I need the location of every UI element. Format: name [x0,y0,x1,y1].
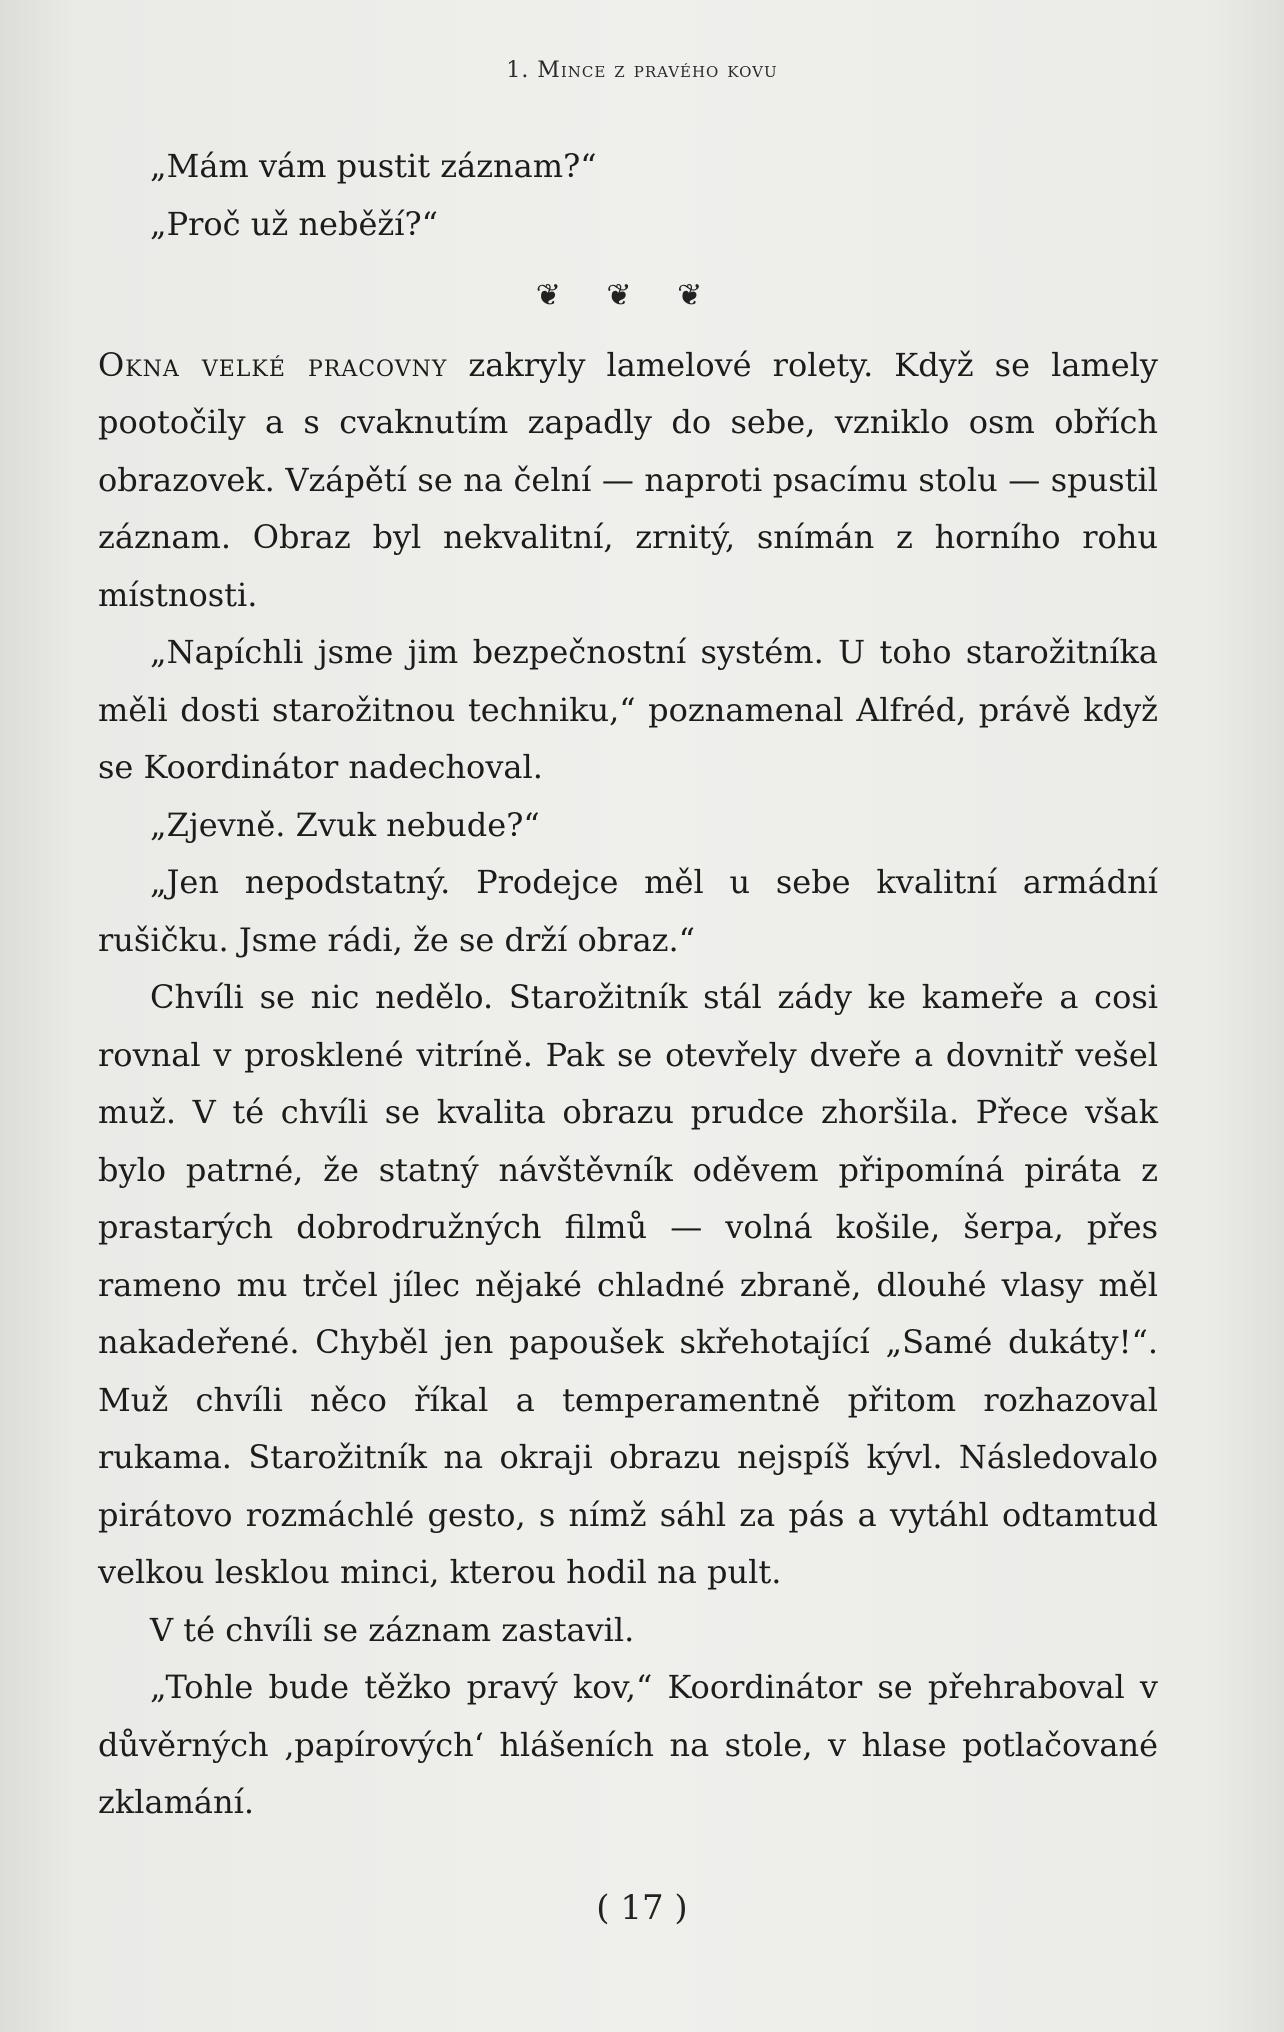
paragraph-6: „Jen nepodstatný. Prodejce měl u sebe kvalitní armádní rušičku. Jsme rádi, že se drží obraz.“ [98,863,1158,959]
page-number: ( 17 ) [596,1888,688,1928]
paragraph-4: „Napíchli jsme jim bezpečnostní systém. U toho starožitníka měli dosti starožitnou techniku,“ poznamenal Alfréd, právě když se Koordinátor nadechoval. [98,633,1158,786]
body-text [98,138,1158,1832]
paragraph-7: Chvíli se nic nedělo. Starožitník stál zády ke kameře a cosi rovnal v prosklené vitríně. Pak se otevřely dveře a dovnitř vešel muž. V té chvíli se kvalita obrazu prudce zhoršila. Přece však bylo patrné, že statný návštěvník oděvem připomíná piráta z prastarých dobrodružných filmů — volná košile, šerpa, přes rameno mu trčel jílec nějaké chladné zbraně, dlouhé vlasy měl nakadeřené. Chyběl jen papoušek skřehotající „Samé dukáty!“. Muž chvíli něco říkal a temperamentně přitom rozhazoval rukama. Starožitník na okraji obrazu nejspíš kývl. Následovalo pirátovo rozmáchlé gesto, s nímž sáhl za pás a vytáhl odtamtud velkou lesklou minci, kterou hodil na pult. [98,978,1158,1591]
paragraph-9: „Tohle bude těžko pravý kov,“ Koordinátor se přehraboval v důvěrných ‚papírových‘ hlášeních na stole, v hlase potlačované zklamání. [98,1668,1158,1821]
section-lead-in: Okna velké pracovny [98,345,448,384]
paragraph-2: „Proč už neběží?“ [150,204,438,243]
section-break-ornament: ❦ ❦ ❦ [535,278,721,313]
paragraph-3-text: zakryly lamelové rolety. Když se lamely pootočily a s cvaknutím zapadly do sebe, vzniklo osm obřích obrazovek. Vzápětí se na čelní — naproti psacímu stolu — spustil záznam. Obraz byl nekvalitní, zrnitý, snímán z horního rohu místnosti. [98,345,1159,614]
running-head: 1. Mince z pravého kovu [506,58,778,83]
paragraph-8: V té chvíli se záznam zastavil. [150,1610,635,1649]
paragraph-1: „Mám vám pustit záznam?“ [150,147,597,185]
paragraph-5: „Zjevně. Zvuk nebude?“ [150,805,540,844]
paragraph-3 [98,337,1158,625]
